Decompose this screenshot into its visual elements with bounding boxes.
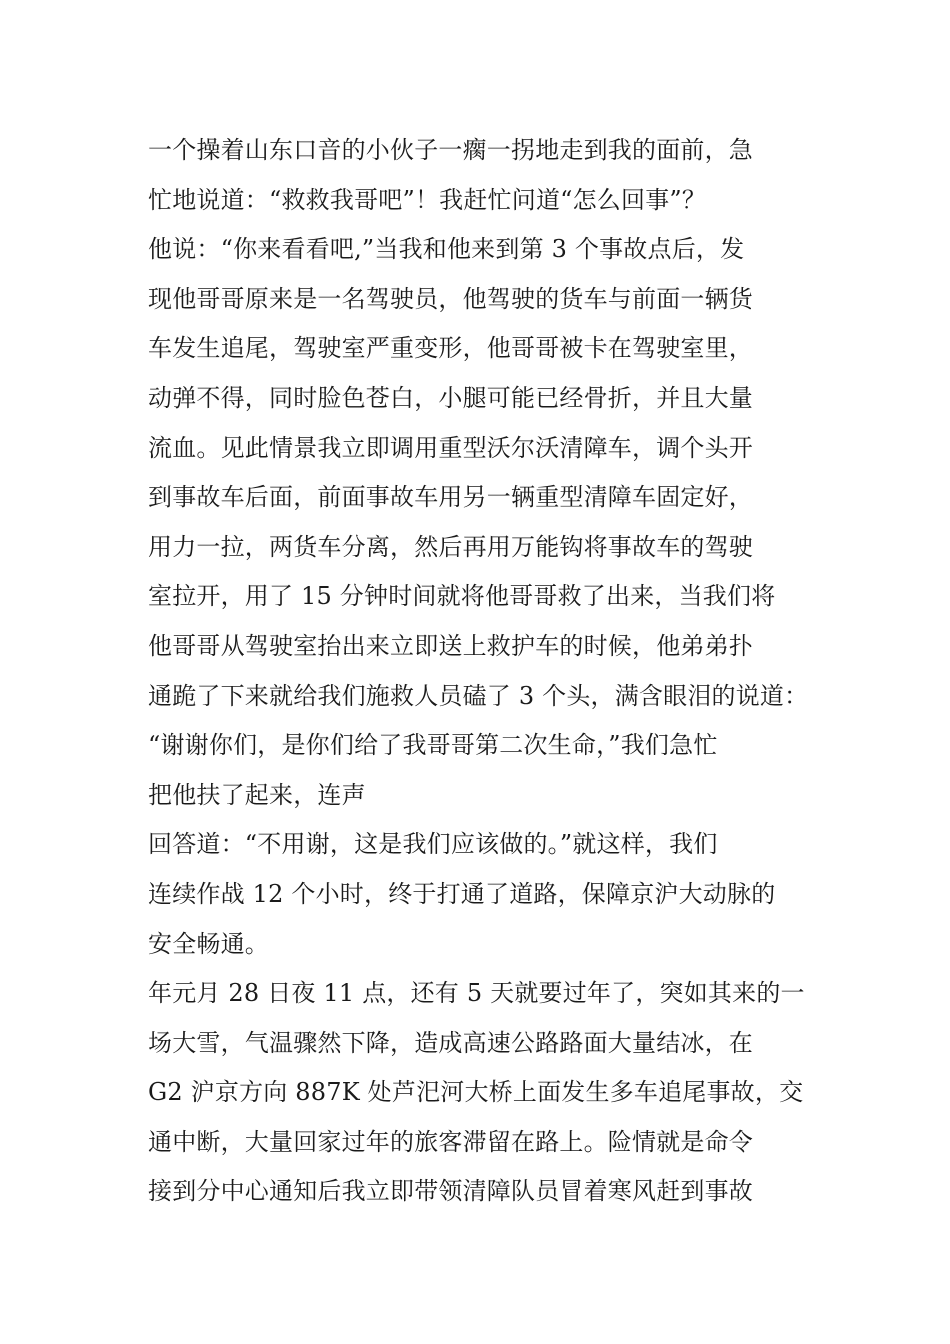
text-line: 一个操着山东口音的小伙子一瘸一拐地走到我的面前，急 bbox=[148, 136, 753, 164]
text-line: 年元月 28 日夜 11 点，还有 5 天就要过年了，突如其来的一 bbox=[148, 979, 805, 1008]
text-line: 他哥哥从驾驶室抬出来立即送上救护车的时候，他弟弟扑 bbox=[148, 631, 753, 660]
text-line: 车发生追尾，驾驶室严重变形，他哥哥被卡在驾驶室里， bbox=[148, 334, 753, 363]
text-line: 回答道：“不用谢，这是我们应该做的。”就这样，我们 bbox=[148, 830, 718, 859]
text-line: 现他哥哥原来是一名驾驶员，他驾驶的货车与前面一辆货 bbox=[148, 284, 753, 313]
text-line: 通中断，大量回家过年的旅客滞留在路上。险情就是命令 bbox=[148, 1127, 753, 1156]
body-text bbox=[148, 126, 818, 1217]
text-line: 连续作战 12 个小时，终于打通了道路，保障京沪大动脉的 bbox=[148, 879, 776, 908]
text-line: 到事故车后面，前面事故车用另一辆重型清障车固定好， bbox=[148, 483, 753, 512]
text-line: 通跪了下来就给我们施救人员磕了 3 个头，满含眼泪的说道： bbox=[148, 681, 809, 710]
text-line: 用力一拉，两货车分离，然后再用万能钩将事故车的驾驶 bbox=[148, 532, 753, 561]
text-line: 忙地说道：“救救我哥吧”！我赶忙问道“怎么回事”？ bbox=[148, 185, 707, 214]
text-line: “谢谢你们，是你们给了我哥哥第二次生命，”我们急忙 bbox=[148, 731, 718, 760]
text-line: 流血。见此情景我立即调用重型沃尔沃清障车，调个头开 bbox=[148, 433, 753, 462]
text-line: 他说：“你来看看吧,”当我和他来到第 3 个事故点后，发 bbox=[148, 235, 745, 264]
text-line: G2 沪京方向 887K 处芦汜河大桥上面发生多车追尾事故，交 bbox=[148, 1078, 804, 1107]
text-line: 动弹不得，同时脸色苍白，小腿可能已经骨折，并且大量 bbox=[148, 383, 753, 412]
text-line: 接到分中心通知后我立即带领清障队员冒着寒风赶到事故 bbox=[148, 1177, 753, 1206]
text-line: 室拉开，用了 15 分钟时间就将他哥哥救了出来，当我们将 bbox=[148, 582, 776, 611]
text-line: 安全畅通。 bbox=[148, 929, 269, 958]
text-line: 场大雪，气温骤然下降，造成高速公路路面大量结冰，在 bbox=[148, 1028, 753, 1057]
text-line: 把他扶了起来，连声 bbox=[148, 780, 366, 809]
